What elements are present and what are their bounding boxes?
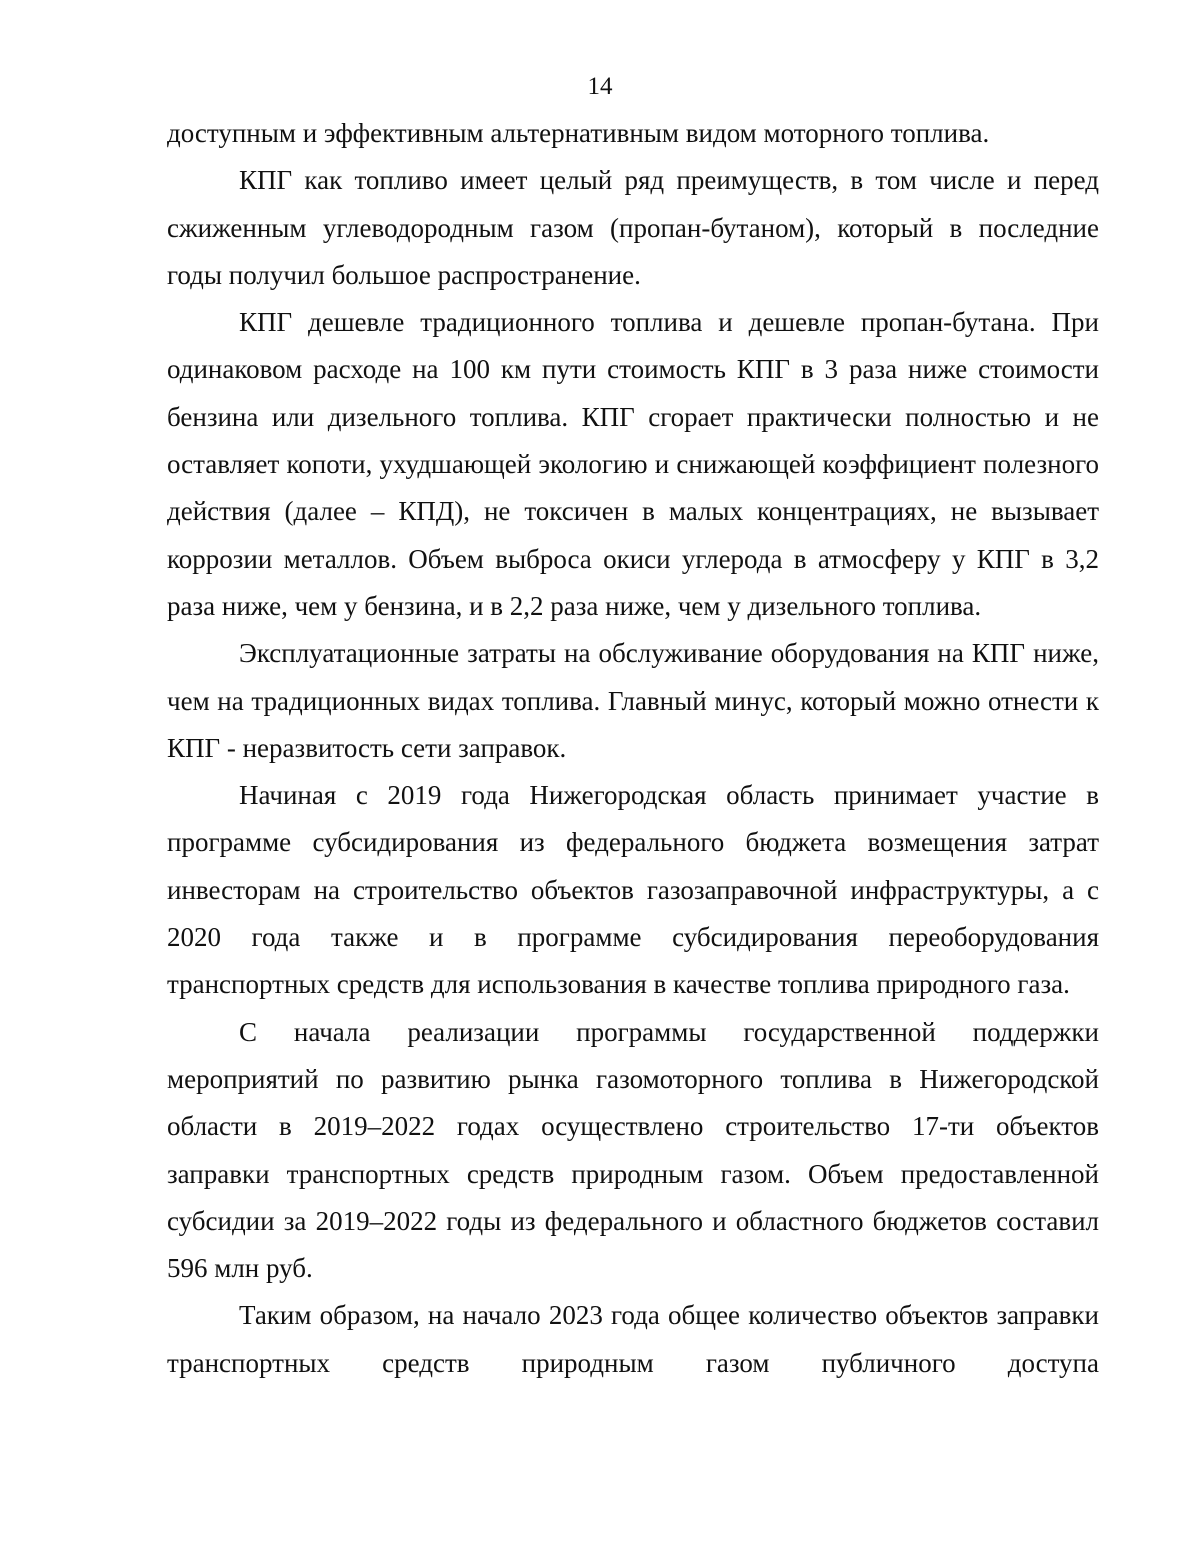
page-number: 14 <box>587 73 613 100</box>
paragraph-continuation: доступным и эффективным альтернативным видом моторного топлива. <box>167 118 990 148</box>
paragraph-subsidy-program: Начиная с 2019 года Нижегородская область принимает участие в программе субсидирования из федерального бюджета возмещения затрат инвесторам на строительство объектов газозаправочной инфраструктуры, а с 2020 года также и в программе субсидирования переоборудования транспортных средств для использования в качестве топлива природного газа. <box>167 780 1099 1000</box>
paragraph-operating-costs: Эксплуатационные затраты на обслуживание оборудования на КПГ ниже, чем на традиционных видах топлива. Главный минус, который можно отнести к КПГ - неразвитость сети заправок. <box>167 638 1099 763</box>
document-body <box>167 110 1099 1387</box>
paragraph-cng-cost: КПГ дешевле традиционного топлива и дешевле пропан-бутана. При одинаковом расходе на 100 км пути стоимость КПГ в 3 раза ниже стоимости бензина или дизельного топлива. КПГ сгорает практически полностью и не оставляет копоти, ухудшающей экологию и снижающей коэффициент полезного действия (далее – КПД), не токсичен в малых концентрациях, не вызывает коррозии металлов. Объем выброса окиси углерода в атмосферу у КПГ в 3,2 раза ниже, чем у бензина, и в 2,2 раза ниже, чем у дизельного топлива. <box>167 307 1099 621</box>
paragraph-conclusion: Таким образом, на начало 2023 года общее количество объектов заправки транспортных средств природным газом публичного доступа <box>167 1300 1099 1378</box>
paragraph-state-support: С начала реализации программы государственной поддержки мероприятий по развитию рынка газомоторного топлива в Нижегородской области в 2019–2022 годах осуществлено строительство 17-ти объектов заправки транспортных средств природным газом. Объем предоставленной субсидии за 2019–2022 годы из федерального и областного бюджетов составил 596 млн руб. <box>167 1016 1099 1284</box>
paragraph-cng-advantages: КПГ как топливо имеет целый ряд преимуществ, в том числе и перед сжиженным углеводородным газом (пропан-бутаном), который в последние годы получил большое распространение. <box>167 165 1099 290</box>
